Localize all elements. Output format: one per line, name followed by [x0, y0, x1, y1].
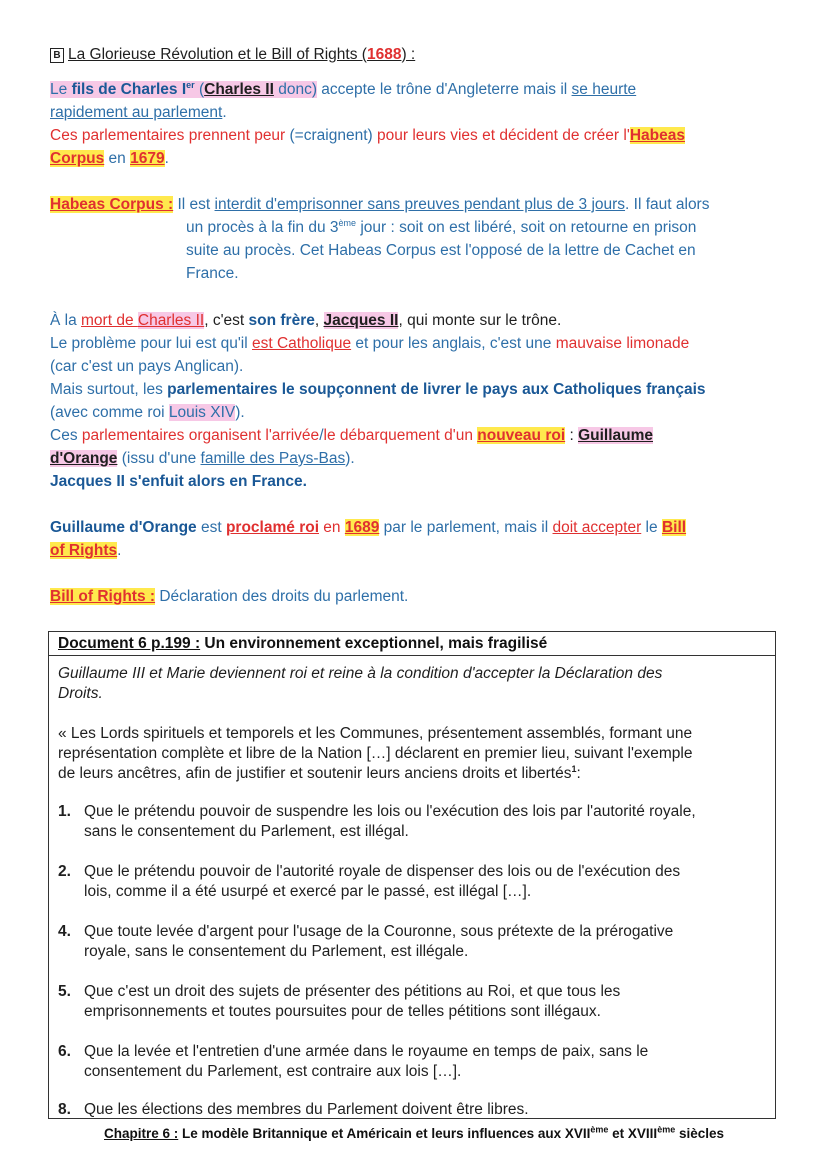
section-letter-box: B: [50, 48, 64, 63]
p3-line8: Jacques II s'enfuit alors en France.: [50, 473, 307, 490]
list-item: 1. Que le prétendu pouvoir de suspendre les lois ou l'exécution des lois par l'autorité royale, sans le consentement du Parlement, est illégal.: [58, 803, 696, 840]
quote-line3: de leurs ancêtres, afin de justifier et soutenir leurs anciens droits et libertés$^1$:: [58, 763, 581, 782]
section-title: [50, 43, 415, 66]
habeas-line4: France.: [186, 265, 239, 282]
habeas-label: Habeas Corpus :: [50, 196, 174, 213]
document-intro-line1: Guillaume III et Marie deviennent roi et reine à la condition d'accepter la Déclaration des: [58, 665, 663, 682]
p3-line1: À la mort de Charles II, c'est son frère, Jacques II, qui monte sur le trône.: [50, 312, 562, 329]
list-item: 6. Que la levée et l'entretien d'une armée dans le royaume en temps de paix, sans le consentement du Parlement, est contraire aux lois […].: [58, 1043, 649, 1080]
p1-line1: Le fils de Charles Ier (Charles II donc) accepte le trône d'Angleterre mais il se heurte: [50, 79, 637, 98]
p3-line4: Mais surtout, les parlementaires le soupçonnent de livrer le pays aux Catholiques français: [50, 381, 706, 398]
list-item: 5. Que c'est un droit des sujets de présenter des pétitions au Roi, et que tous les emprisonnements et toutes poursuites pour de telles pétitions sont illégaux.: [58, 983, 621, 1020]
document-title: Document 6 p.199 :: [58, 635, 201, 652]
bill-label: Bill of Rights :: [50, 588, 156, 605]
habeas-line2: un procès à la fin du 3ème jour : soit on est libéré, soit on retourne en prison: [186, 217, 697, 236]
p3-line3: (car c'est un pays Anglican).: [50, 358, 244, 375]
p4-line1: Guillaume d'Orange est proclamé roi en 1689 par le parlement, mais il doit accepter le Bill: [50, 519, 687, 536]
p3-line6: Ces parlementaires organisent l'arrivée/le débarquement d'un nouveau roi : Guillaume: [50, 427, 653, 444]
p1-line4: Corpus en 1679.: [50, 150, 169, 167]
list-item: 8. Que les élections des membres du Parlement doivent être libres.: [58, 1101, 529, 1118]
habeas-line1: Habeas Corpus : Il est interdit d'emprisonner sans preuves pendant plus de 3 jours. Il faut alors: [50, 196, 710, 213]
chapter-footer: Chapitre 6 : Le modèle Britannique et Américain et leurs influences aux XVIIème et XVIIIème siècles: [104, 1124, 724, 1141]
habeas-line3: suite au procès. Cet Habeas Corpus est l'opposé de la lettre de Cachet en: [186, 242, 696, 259]
document-header: [49, 632, 775, 656]
p3-line7: d'Orange (issu d'une famille des Pays-Bas).: [50, 450, 355, 467]
document-intro-line2: Droits.: [58, 685, 103, 702]
p1-line3: Ces parlementaires prennent peur (=craignent) pour leurs vies et décident de créer l'Habeas: [50, 127, 685, 144]
section-title-text: La Glorieuse Révolution et le Bill of Rights (1688) :: [68, 46, 416, 63]
bill-definition: Bill of Rights : Déclaration des droits du parlement.: [50, 588, 409, 605]
p3-line2: Le problème pour lui est qu'il est Catholique et pour les anglais, c'est une mauvaise limonade: [50, 335, 690, 352]
p3-line5: (avec comme roi Louis XIV).: [50, 404, 245, 421]
quote-line2: représentation complète et libre de la Nation […] déclarent en premier lieu, suivant l'exemple: [58, 745, 693, 762]
document-subtitle: Un environnement exceptionnel, mais fragilisé: [200, 635, 548, 652]
list-item: 2. Que le prétendu pouvoir de l'autorité royale de dispenser des lois ou de l'exécution des lois, comme il a été usurpé et exercé par le passé, est illégal […].: [58, 863, 681, 900]
p4-line2: of Rights.: [50, 542, 122, 559]
p1-line2: rapidement au parlement.: [50, 104, 227, 121]
document-box: [48, 631, 776, 1119]
quote-line1: « Les Lords spirituels et temporels et les Communes, présentement assemblés, formant une: [58, 725, 693, 742]
list-item: 4. Que toute levée d'argent pour l'usage de la Couronne, sous prétexte de la prérogative royale, sans le consentement du Parlement, est illégale.: [58, 923, 674, 960]
